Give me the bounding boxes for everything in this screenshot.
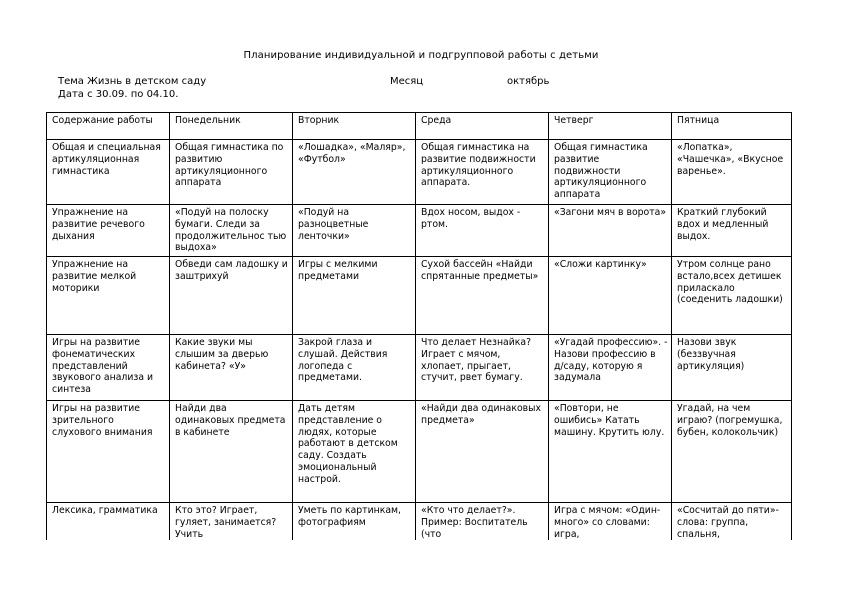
table-cell: Угадай, на чем играю? (погремушка, бубен, колокольчик) (672, 401, 792, 503)
table-cell: Утром солнце рано встало,всех детишек приласкало (соеденить ладошки) (672, 257, 792, 335)
table-cell: Закрой глаза и слушай. Действия логопеда с предметами. (293, 335, 416, 401)
table-cell: «Повтори, не ошибись» Катать машину. Крутить юлу. (549, 401, 672, 503)
table-cell: Какие звуки мы слышим за дверью кабинета? «У» (170, 335, 293, 401)
table-cell: Сухой бассейн «Найди спрятанные предметы» (416, 257, 549, 335)
table-row (47, 335, 792, 401)
table-cell: Краткий глубокий вдох и медленный выдох. (672, 205, 792, 257)
topic-line: Тема Жизнь в детском саду (58, 76, 207, 87)
table-cell: Упражнение на развитие мелкой моторики (47, 257, 170, 335)
month-value: октябрь (507, 76, 550, 87)
header-cell: Четверг (549, 113, 672, 140)
table-cell: Уметь по картинкам, фотографиям (293, 503, 416, 541)
table-row (47, 257, 792, 335)
table-cell: Назови звук (беззвучная артикуляция) (672, 335, 792, 401)
table-cell: Общая гимнастика развитие подвижности артикуляционного аппарата (549, 140, 672, 205)
month-label: Месяц (390, 76, 424, 87)
table-cell: Общая гимнастика по развитию артикуляционного аппарата (170, 140, 293, 205)
table-cell: Обведи сам ладошку и заштрихуй (170, 257, 293, 335)
table-cell: Найди два одинаковых предмета в кабинете (170, 401, 293, 503)
table-header-row (47, 113, 792, 140)
header-cell: Содержание работы (47, 113, 170, 140)
table-cell: Лексика, грамматика (47, 503, 170, 541)
table-cell: Что делает Незнайка? Играет с мячом, хлопает, прыгает, стучит, рвет бумагу. (416, 335, 549, 401)
table-cell: «Угадай профессию». - Назови профессию в д/саду, которую я задумала (549, 335, 672, 401)
table-cell: Дать детям представление о людях, которые работают в детском саду. Создать эмоциональный настрой. (293, 401, 416, 503)
header-cell: Вторник (293, 113, 416, 140)
table-row (47, 140, 792, 205)
table-cell: Игра с мячом: «Один-много» со словами: игра, (549, 503, 672, 541)
dates-line: Дата с 30.09. по 04.10. (58, 89, 179, 100)
table-cell: Игры на развитие фонематических представлений звукового анализа и синтеза (47, 335, 170, 401)
table-cell: «Сложи картинку» (549, 257, 672, 335)
table-row (47, 503, 792, 541)
table-cell: Вдох носом, выдох - ртом. (416, 205, 549, 257)
table-cell: «Лопатка», «Чашечка», «Вкусное варенье». (672, 140, 792, 205)
table-cell: Кто это? Играет, гуляет, занимается? Учить (170, 503, 293, 541)
table-cell: «Подуй на полоску бумаги. Следи за продолжительнос тью выдоха» (170, 205, 293, 257)
table-cell: Игры с мелкими предметами (293, 257, 416, 335)
header-cell: Пятница (672, 113, 792, 140)
table-cell: «Кто что делает?». Пример: Воспитатель (что (416, 503, 549, 541)
document-title: Планирование индивидуальной и подгрупповой работы с детьми (243, 50, 599, 61)
table-cell: «Лошадка», «Маляр», «Футбол» (293, 140, 416, 205)
table-cell: «Сосчитай до пяти»-слова: группа, спальня, (672, 503, 792, 541)
table-cell: Упражнение на развитие речевого дыхания (47, 205, 170, 257)
table-row (47, 401, 792, 503)
table-row (47, 205, 792, 257)
table-cell: Общая и специальная артикуляционная гимнастика (47, 140, 170, 205)
table-cell: «Найди два одинаковых предмета» (416, 401, 549, 503)
header-cell: Среда (416, 113, 549, 140)
table-cell: «Подуй на разноцветные ленточки» (293, 205, 416, 257)
table-cell: Игры на развитие зрительного слухового внимания (47, 401, 170, 503)
plan-table (46, 112, 792, 540)
table-cell: Общая гимнастика на развитие подвижности артикуляционного аппарата. (416, 140, 549, 205)
header-cell: Понедельник (170, 113, 293, 140)
table-cell: «Загони мяч в ворота» (549, 205, 672, 257)
